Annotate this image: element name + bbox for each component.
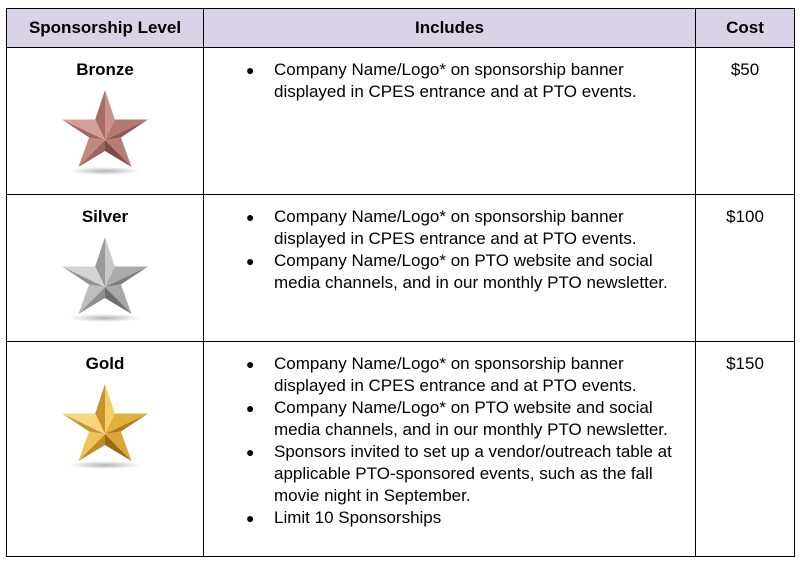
list-item-text: Company Name/Logo* on sponsorship banner displayed in CPES entrance and at PTO events.: [274, 60, 637, 101]
includes-cell: [204, 342, 696, 557]
bullet-icon: ●: [246, 400, 255, 416]
list-item: [246, 507, 686, 529]
list-item-text: Company Name/Logo* on PTO website and social media channels, and in our monthly PTO newsletter.: [274, 398, 668, 439]
header-level: Sponsorship Level: [7, 9, 204, 48]
cost-value: $100: [726, 207, 764, 226]
table-header-row: [7, 9, 795, 48]
includes-list: [204, 353, 695, 529]
list-item-text: Company Name/Logo* on PTO website and social media channels, and in our monthly PTO newsletter.: [274, 251, 668, 292]
list-item: [246, 206, 686, 250]
level-name: Bronze: [76, 60, 134, 79]
includes-cell: [204, 48, 696, 195]
level-cell: [7, 48, 204, 195]
cost-cell: [696, 48, 795, 195]
table-row-gold: [7, 342, 795, 557]
bronze-star-icon: [57, 87, 153, 179]
gold-star-icon: [57, 381, 153, 473]
level-cell: [7, 342, 204, 557]
includes-list: [204, 206, 695, 294]
header-includes: Includes: [204, 9, 696, 48]
bullet-icon: ●: [246, 253, 255, 269]
bullet-icon: ●: [246, 209, 255, 225]
cost-value: $150: [726, 354, 764, 373]
includes-list: [204, 59, 695, 103]
level-name: Gold: [85, 354, 125, 373]
level-name: Silver: [81, 207, 129, 226]
list-item: [246, 353, 686, 397]
sponsorship-table: [6, 8, 795, 557]
list-item-text: Company Name/Logo* on sponsorship banner displayed in CPES entrance and at PTO events.: [274, 354, 637, 395]
silver-star-icon: [57, 234, 153, 326]
list-item: [246, 250, 686, 294]
bullet-icon: ●: [246, 62, 255, 78]
list-item-text: Sponsors invited to set up a vendor/outreach table at applicable PTO-sponsored events, such as the fall movie night in September.: [274, 442, 672, 505]
list-item-text: Limit 10 Sponsorships: [274, 508, 442, 527]
list-item: [246, 441, 686, 507]
bullet-icon: ●: [246, 510, 255, 526]
header-cost: Cost: [696, 9, 795, 48]
bullet-icon: ●: [246, 356, 255, 372]
cost-cell: [696, 195, 795, 342]
cost-cell: [696, 342, 795, 557]
list-item-text: Company Name/Logo* on sponsorship banner displayed in CPES entrance and at PTO events.: [274, 207, 637, 248]
bullet-icon: ●: [246, 444, 255, 460]
includes-cell: [204, 195, 696, 342]
table-row-bronze: [7, 48, 795, 195]
level-cell: [7, 195, 204, 342]
cost-value: $50: [730, 60, 760, 79]
list-item: [246, 59, 686, 103]
table-row-silver: [7, 195, 795, 342]
list-item: [246, 397, 686, 441]
